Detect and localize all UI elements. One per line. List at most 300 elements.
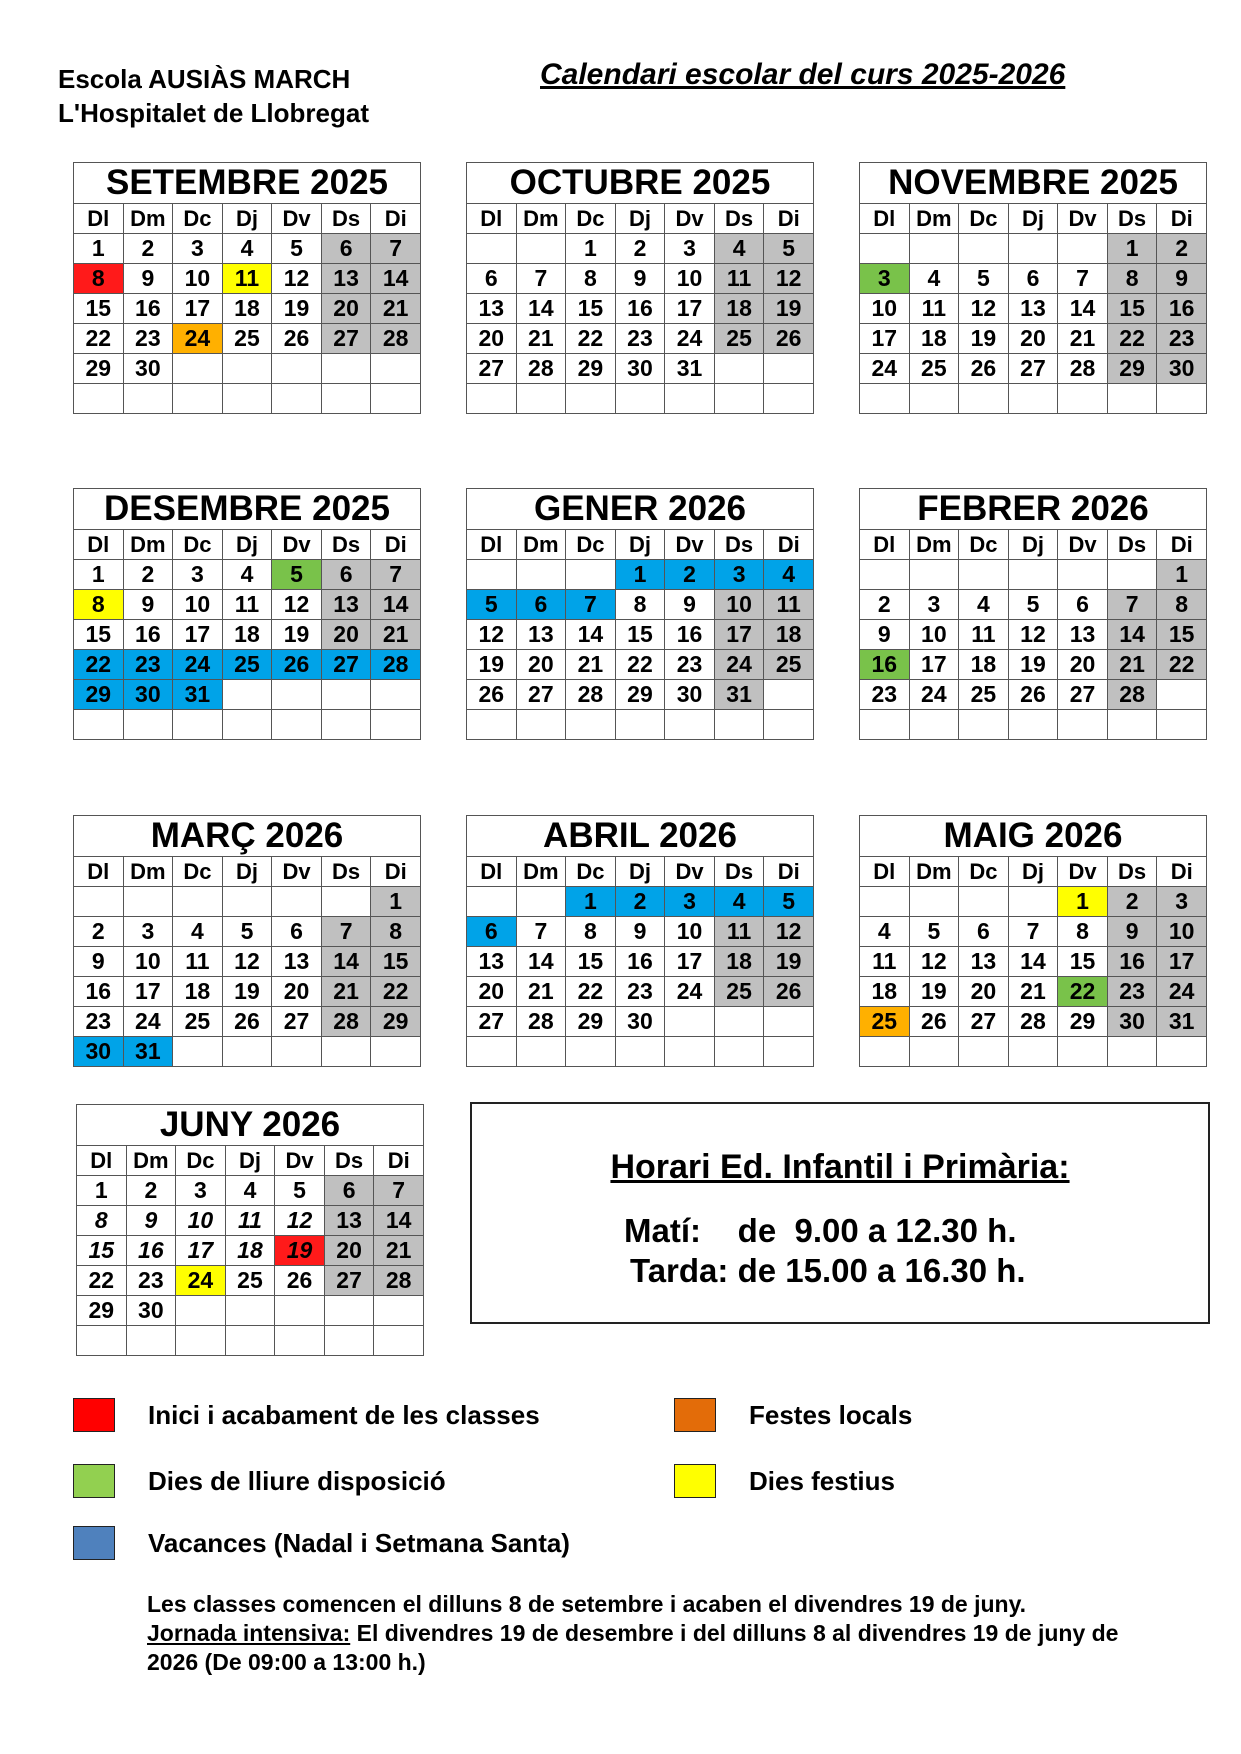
weekday-header: Dc (959, 857, 1009, 887)
weekday-header: Dl (860, 530, 910, 560)
empty-cell (764, 710, 814, 740)
day-cell: 14 (321, 947, 371, 977)
month-title: FEBRER 2026 (860, 489, 1207, 530)
empty-cell (665, 1007, 715, 1037)
weekday-header: Dj (1008, 857, 1058, 887)
weekday-header: Dj (222, 204, 272, 234)
empty-cell (714, 710, 764, 740)
empty-cell (173, 710, 223, 740)
weekday-header: Dj (615, 204, 665, 234)
day-cell: 29 (566, 1007, 616, 1037)
weekday-header: Dc (566, 204, 616, 234)
empty-cell (764, 680, 814, 710)
day-cell: 2 (615, 887, 665, 917)
legend-swatch (674, 1464, 716, 1498)
empty-cell (74, 384, 124, 414)
empty-cell (272, 354, 322, 384)
empty-cell (272, 710, 322, 740)
empty-cell (324, 1296, 374, 1326)
empty-cell (714, 1037, 764, 1067)
day-cell: 25 (222, 650, 272, 680)
day-cell: 27 (1008, 354, 1058, 384)
day-cell: 21 (1058, 324, 1108, 354)
day-cell: 9 (123, 264, 173, 294)
day-cell: 7 (374, 1176, 424, 1206)
day-cell: 6 (321, 234, 371, 264)
day-cell: 22 (77, 1266, 127, 1296)
empty-cell (860, 234, 910, 264)
day-cell: 28 (566, 680, 616, 710)
day-cell: 24 (123, 1007, 173, 1037)
day-cell: 3 (665, 234, 715, 264)
day-cell: 16 (126, 1236, 176, 1266)
day-cell: 3 (665, 887, 715, 917)
day-cell: 15 (566, 947, 616, 977)
day-cell: 23 (123, 650, 173, 680)
day-cell: 21 (371, 620, 421, 650)
day-cell: 11 (909, 294, 959, 324)
month-calendar (859, 162, 1207, 414)
day-cell: 26 (1008, 680, 1058, 710)
empty-cell (225, 1296, 275, 1326)
weekday-header: Di (1157, 530, 1207, 560)
legend-swatch (73, 1398, 115, 1432)
empty-cell (371, 354, 421, 384)
day-cell: 17 (176, 1236, 226, 1266)
day-cell: 6 (516, 590, 566, 620)
legend-swatch (73, 1526, 115, 1560)
day-cell: 25 (959, 680, 1009, 710)
day-cell: 8 (371, 917, 421, 947)
day-cell: 12 (467, 620, 517, 650)
weekday-header: Dv (272, 857, 322, 887)
empty-cell (1008, 887, 1058, 917)
day-cell: 24 (173, 324, 223, 354)
empty-cell (222, 887, 272, 917)
empty-cell (1107, 384, 1157, 414)
day-cell: 8 (74, 264, 124, 294)
day-cell: 14 (1058, 294, 1108, 324)
day-cell: 18 (173, 977, 223, 1007)
day-cell: 14 (516, 947, 566, 977)
empty-cell (566, 560, 616, 590)
weekday-header: Ds (321, 857, 371, 887)
weekday-header: Dc (173, 204, 223, 234)
day-cell: 26 (275, 1266, 325, 1296)
day-cell: 2 (665, 560, 715, 590)
day-cell: 5 (764, 887, 814, 917)
day-cell: 1 (371, 887, 421, 917)
day-cell: 8 (615, 590, 665, 620)
day-cell: 22 (371, 977, 421, 1007)
day-cell: 19 (909, 977, 959, 1007)
day-cell: 15 (1058, 947, 1108, 977)
empty-cell (516, 384, 566, 414)
empty-cell (321, 680, 371, 710)
day-cell: 19 (1008, 650, 1058, 680)
weekday-header: Dc (566, 530, 616, 560)
day-cell: 6 (467, 917, 517, 947)
day-cell: 7 (1008, 917, 1058, 947)
day-cell: 13 (272, 947, 322, 977)
day-cell: 4 (173, 917, 223, 947)
day-cell: 16 (665, 620, 715, 650)
day-cell: 18 (222, 294, 272, 324)
day-cell: 24 (665, 977, 715, 1007)
weekday-header: Di (371, 204, 421, 234)
empty-cell (860, 887, 910, 917)
day-cell: 7 (516, 264, 566, 294)
day-cell: 28 (321, 1007, 371, 1037)
day-cell: 23 (74, 1007, 124, 1037)
empty-cell (176, 1296, 226, 1326)
day-cell: 12 (959, 294, 1009, 324)
weekday-header: Di (764, 204, 814, 234)
empty-cell (173, 887, 223, 917)
empty-cell (764, 354, 814, 384)
day-cell: 5 (272, 234, 322, 264)
weekday-header: Dc (959, 204, 1009, 234)
day-cell: 30 (1157, 354, 1207, 384)
weekday-header: Dm (909, 857, 959, 887)
day-cell: 20 (272, 977, 322, 1007)
day-cell: 31 (1157, 1007, 1207, 1037)
empty-cell (1058, 710, 1108, 740)
day-cell: 3 (714, 560, 764, 590)
day-cell: 4 (909, 264, 959, 294)
empty-cell (74, 887, 124, 917)
weekday-header: Ds (1107, 204, 1157, 234)
month-calendar (73, 162, 421, 414)
day-cell: 11 (860, 947, 910, 977)
empty-cell (222, 354, 272, 384)
day-cell: 3 (173, 234, 223, 264)
day-cell: 3 (909, 590, 959, 620)
empty-cell (909, 234, 959, 264)
month-table (73, 162, 421, 414)
day-cell: 15 (77, 1236, 127, 1266)
month-title: GENER 2026 (467, 489, 814, 530)
day-cell: 10 (665, 264, 715, 294)
day-cell: 3 (1157, 887, 1207, 917)
empty-cell (1008, 234, 1058, 264)
day-cell: 15 (1107, 294, 1157, 324)
day-cell: 4 (225, 1176, 275, 1206)
day-cell: 1 (566, 234, 616, 264)
empty-cell (1107, 560, 1157, 590)
weekday-header: Dj (1008, 530, 1058, 560)
day-cell: 9 (126, 1206, 176, 1236)
day-cell: 27 (959, 1007, 1009, 1037)
day-cell: 28 (1107, 680, 1157, 710)
weekday-header: Dj (615, 530, 665, 560)
day-cell: 5 (1008, 590, 1058, 620)
month-table (73, 815, 421, 1067)
day-cell: 28 (1058, 354, 1108, 384)
day-cell: 1 (74, 234, 124, 264)
empty-cell (126, 1326, 176, 1356)
day-cell: 27 (467, 354, 517, 384)
weekday-header: Dl (860, 204, 910, 234)
day-cell: 6 (1058, 590, 1108, 620)
day-cell: 28 (516, 1007, 566, 1037)
day-cell: 21 (516, 977, 566, 1007)
day-cell: 20 (959, 977, 1009, 1007)
day-cell: 18 (860, 977, 910, 1007)
empty-cell (516, 1037, 566, 1067)
day-cell: 12 (272, 264, 322, 294)
empty-cell (909, 887, 959, 917)
empty-cell (371, 680, 421, 710)
day-cell: 6 (321, 560, 371, 590)
day-cell: 30 (126, 1296, 176, 1326)
day-cell: 11 (225, 1206, 275, 1236)
day-cell: 29 (566, 354, 616, 384)
day-cell: 24 (176, 1266, 226, 1296)
day-cell: 5 (275, 1176, 325, 1206)
weekday-header: Dm (516, 857, 566, 887)
day-cell: 22 (74, 650, 124, 680)
notes-intensive-label: Jornada intensiva: (147, 1620, 351, 1646)
day-cell: 1 (1058, 887, 1108, 917)
day-cell: 13 (467, 294, 517, 324)
empty-cell (714, 384, 764, 414)
day-cell: 10 (173, 264, 223, 294)
day-cell: 14 (371, 590, 421, 620)
day-cell: 10 (123, 947, 173, 977)
empty-cell (1058, 384, 1108, 414)
day-cell: 7 (371, 560, 421, 590)
document-title: Calendari escolar del curs 2025-2026 (540, 58, 1066, 91)
weekday-header: Di (371, 857, 421, 887)
weekday-header: Dv (1058, 204, 1108, 234)
month-table (466, 815, 814, 1067)
day-cell: 25 (860, 1007, 910, 1037)
day-cell: 17 (860, 324, 910, 354)
day-cell: 17 (714, 620, 764, 650)
day-cell: 19 (959, 324, 1009, 354)
legend-label: Festes locals (749, 1400, 913, 1430)
day-cell: 9 (665, 590, 715, 620)
empty-cell (1008, 710, 1058, 740)
day-cell: 26 (909, 1007, 959, 1037)
day-cell: 31 (173, 680, 223, 710)
day-cell: 5 (467, 590, 517, 620)
day-cell: 21 (1107, 650, 1157, 680)
day-cell: 14 (374, 1206, 424, 1236)
weekday-header: Dl (74, 204, 124, 234)
weekday-header: Di (1157, 204, 1207, 234)
empty-cell (959, 384, 1009, 414)
weekday-header: Dm (516, 530, 566, 560)
day-cell: 11 (764, 590, 814, 620)
empty-cell (566, 710, 616, 740)
empty-cell (275, 1296, 325, 1326)
day-cell: 24 (909, 680, 959, 710)
weekday-header: Dm (123, 530, 173, 560)
empty-cell (275, 1326, 325, 1356)
legend-swatch (674, 1398, 716, 1432)
empty-cell (959, 710, 1009, 740)
weekday-header: Ds (1107, 530, 1157, 560)
day-cell: 18 (222, 620, 272, 650)
empty-cell (272, 887, 322, 917)
empty-cell (665, 1037, 715, 1067)
day-cell: 20 (324, 1236, 374, 1266)
day-cell: 22 (74, 324, 124, 354)
hours-title: Horari Ed. Infantil i Primària: (610, 1148, 1070, 1186)
weekday-header: Di (764, 857, 814, 887)
day-cell: 29 (1058, 1007, 1108, 1037)
day-cell: 11 (714, 264, 764, 294)
day-cell: 3 (860, 264, 910, 294)
day-cell: 28 (374, 1266, 424, 1296)
month-calendar (73, 488, 421, 740)
day-cell: 6 (272, 917, 322, 947)
empty-cell (665, 384, 715, 414)
empty-cell (321, 710, 371, 740)
day-cell: 8 (74, 590, 124, 620)
day-cell: 10 (176, 1206, 226, 1236)
day-cell: 18 (959, 650, 1009, 680)
empty-cell (1008, 384, 1058, 414)
weekday-header: Dc (173, 530, 223, 560)
weekday-header: Ds (324, 1146, 374, 1176)
day-cell: 16 (615, 294, 665, 324)
weekday-header: Dj (222, 530, 272, 560)
empty-cell (467, 560, 517, 590)
day-cell: 12 (1008, 620, 1058, 650)
weekday-header: Dm (909, 204, 959, 234)
day-cell: 21 (566, 650, 616, 680)
day-cell: 13 (321, 590, 371, 620)
day-cell: 12 (764, 264, 814, 294)
month-title: JUNY 2026 (77, 1105, 424, 1146)
day-cell: 2 (860, 590, 910, 620)
day-cell: 29 (77, 1296, 127, 1326)
day-cell: 12 (764, 917, 814, 947)
empty-cell (222, 710, 272, 740)
weekday-header: Dv (665, 530, 715, 560)
day-cell: 24 (714, 650, 764, 680)
day-cell: 22 (566, 977, 616, 1007)
day-cell: 24 (860, 354, 910, 384)
day-cell: 21 (516, 324, 566, 354)
weekday-header: Dl (467, 857, 517, 887)
day-cell: 19 (764, 294, 814, 324)
day-cell: 31 (665, 354, 715, 384)
day-cell: 30 (123, 354, 173, 384)
day-cell: 1 (1157, 560, 1207, 590)
day-cell: 9 (615, 264, 665, 294)
day-cell: 26 (222, 1007, 272, 1037)
day-cell: 9 (74, 947, 124, 977)
empty-cell (959, 887, 1009, 917)
empty-cell (615, 1037, 665, 1067)
day-cell: 23 (1107, 977, 1157, 1007)
empty-cell (173, 354, 223, 384)
weekday-header: Dm (123, 204, 173, 234)
empty-cell (909, 384, 959, 414)
empty-cell (1008, 1037, 1058, 1067)
school-hours-box (470, 1102, 1210, 1324)
day-cell: 4 (222, 560, 272, 590)
month-table (466, 488, 814, 740)
empty-cell (225, 1326, 275, 1356)
day-cell: 9 (123, 590, 173, 620)
day-cell: 29 (371, 1007, 421, 1037)
day-cell: 27 (467, 1007, 517, 1037)
day-cell: 30 (665, 680, 715, 710)
day-cell: 3 (123, 917, 173, 947)
day-cell: 27 (272, 1007, 322, 1037)
day-cell: 1 (74, 560, 124, 590)
day-cell: 16 (123, 294, 173, 324)
month-title: MARÇ 2026 (74, 816, 421, 857)
weekday-header: Dv (665, 857, 715, 887)
day-cell: 8 (1058, 917, 1108, 947)
day-cell: 30 (615, 354, 665, 384)
day-cell: 2 (123, 234, 173, 264)
weekday-header: Ds (714, 530, 764, 560)
empty-cell (909, 710, 959, 740)
day-cell: 11 (714, 917, 764, 947)
weekday-header: Dj (1008, 204, 1058, 234)
day-cell: 19 (272, 620, 322, 650)
day-cell: 1 (615, 560, 665, 590)
empty-cell (272, 680, 322, 710)
empty-cell (1157, 384, 1207, 414)
day-cell: 27 (1058, 680, 1108, 710)
month-title: MAIG 2026 (860, 816, 1207, 857)
empty-cell (374, 1326, 424, 1356)
empty-cell (516, 234, 566, 264)
month-title: ABRIL 2026 (467, 816, 814, 857)
empty-cell (467, 384, 517, 414)
day-cell: 7 (371, 234, 421, 264)
weekday-header: Di (371, 530, 421, 560)
day-cell: 14 (1107, 620, 1157, 650)
empty-cell (123, 384, 173, 414)
legend-label: Inici i acabament de les classes (148, 1400, 540, 1430)
day-cell: 6 (324, 1176, 374, 1206)
empty-cell (173, 1037, 223, 1067)
weekday-header: Di (374, 1146, 424, 1176)
weekday-header: Dm (123, 857, 173, 887)
day-cell: 16 (860, 650, 910, 680)
empty-cell (123, 887, 173, 917)
empty-cell (467, 1037, 517, 1067)
empty-cell (615, 710, 665, 740)
day-cell: 29 (74, 680, 124, 710)
weekday-header: Dl (74, 857, 124, 887)
weekday-header: Dm (516, 204, 566, 234)
day-cell: 13 (321, 264, 371, 294)
empty-cell (321, 354, 371, 384)
day-cell: 27 (516, 680, 566, 710)
day-cell: 8 (77, 1206, 127, 1236)
day-cell: 12 (222, 947, 272, 977)
day-cell: 11 (222, 590, 272, 620)
empty-cell (371, 384, 421, 414)
empty-cell (324, 1326, 374, 1356)
day-cell: 25 (909, 354, 959, 384)
month-table (466, 162, 814, 414)
empty-cell (566, 384, 616, 414)
day-cell: 15 (566, 294, 616, 324)
weekday-header: Di (1157, 857, 1207, 887)
empty-cell (272, 384, 322, 414)
